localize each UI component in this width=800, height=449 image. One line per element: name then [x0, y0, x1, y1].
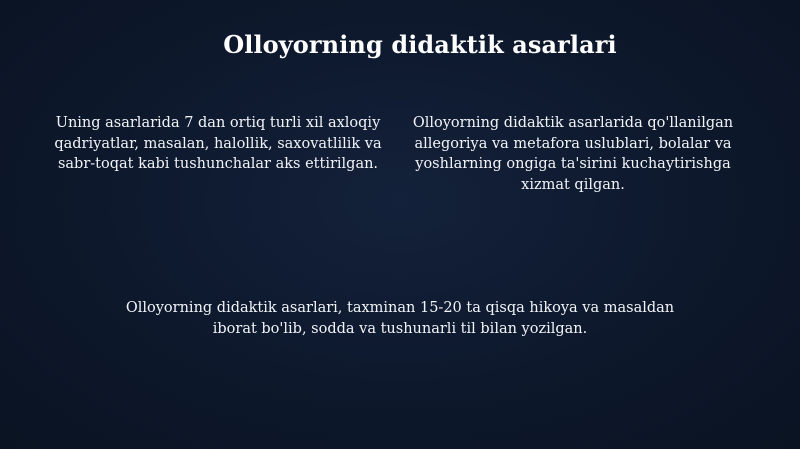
slide-title: Olloyorning didaktik asarlari — [223, 30, 617, 59]
text-block-allegory: Olloyorning didaktik asarlarida qo'llanilgan allegoriya va metafora uslublari, bolalar va yoshlarning ongiga ta'sirini kuchaytirishga xizmat qilgan. — [412, 115, 734, 193]
text-block-moral-values: Uning asarlarida 7 dan ortiq turli xil axloqiy qadriyatlar, masalan, halollik, saxovatlilik va sabr-toqat kabi tushunchalar aks ettirilgan. — [54, 115, 382, 172]
text-block-stories-count: Olloyorning didaktik asarlari, taxminan 15-20 ta qisqa hikoya va masaldan iborat bo'lib, sodda va tushunarli til bilan yozilgan. — [125, 300, 675, 337]
